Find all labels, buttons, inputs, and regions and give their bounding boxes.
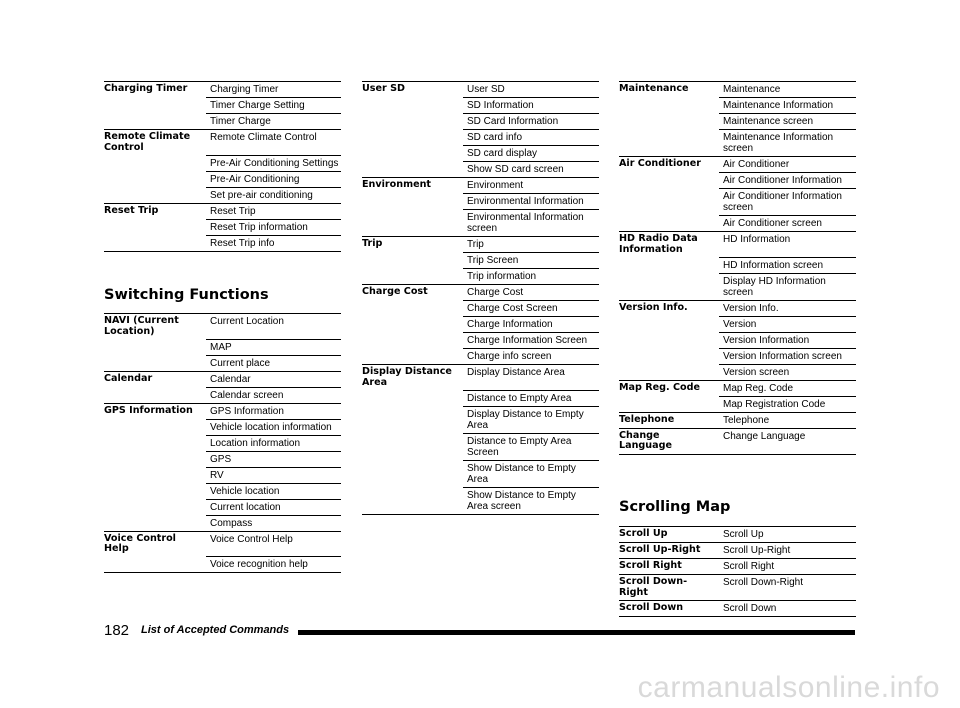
command-label: MAP — [206, 339, 341, 355]
table-row — [619, 130, 856, 157]
category-cell-empty — [362, 210, 463, 237]
table-row — [104, 155, 341, 171]
category-cell-empty — [104, 499, 206, 515]
command-label: Pre-Air Conditioning — [206, 171, 341, 187]
command-label: Version Information — [719, 332, 856, 348]
table-row — [619, 543, 856, 559]
col1-table1 — [104, 81, 341, 252]
footer-rule — [298, 630, 855, 635]
command-label: Scroll Down — [719, 601, 856, 617]
table-row — [104, 98, 341, 114]
category-cell-empty — [362, 253, 463, 269]
category-cell-empty — [104, 557, 206, 573]
category-cell-empty — [104, 355, 206, 371]
table-row — [104, 187, 341, 203]
category-cell-empty — [104, 451, 206, 467]
table-row — [362, 285, 599, 301]
category-label: HD Radio Data Information — [619, 233, 698, 255]
category-cell-empty — [362, 130, 463, 146]
table-row — [619, 380, 856, 396]
col3-table1 — [619, 81, 856, 455]
category-cell-empty — [104, 171, 206, 187]
category-label: NAVI (Current Location) — [104, 314, 206, 340]
command-label: Calendar screen — [206, 387, 341, 403]
category-cell-empty — [362, 390, 463, 406]
category-cell-empty — [104, 515, 206, 531]
table-row — [362, 82, 599, 98]
page-number: 182 — [104, 622, 130, 639]
table-row — [619, 300, 856, 316]
table-row — [619, 396, 856, 412]
table-row — [104, 114, 341, 130]
table-row — [104, 355, 341, 371]
table-row — [362, 406, 599, 433]
command-label: Telephone — [719, 412, 856, 428]
table-row — [104, 515, 341, 531]
category-cell-empty — [362, 98, 463, 114]
command-label: Scroll Right — [719, 559, 856, 575]
command-label: Version Info. — [719, 300, 856, 316]
category-label: Remote Climate Control — [104, 131, 191, 153]
command-label: Trip Screen — [463, 253, 599, 269]
category-cell-empty — [104, 114, 206, 130]
command-label: Map Registration Code — [719, 396, 856, 412]
command-label: Show SD card screen — [463, 162, 599, 178]
table-row — [619, 575, 856, 601]
command-label: Charge info screen — [463, 349, 599, 365]
category-label: Version Info. — [619, 301, 688, 313]
command-label: Calendar — [206, 371, 341, 387]
table-row — [362, 333, 599, 349]
category-cell-empty — [104, 219, 206, 235]
command-label: Air Conditioner — [719, 157, 856, 173]
command-label: RV — [206, 467, 341, 483]
category-cell-empty — [619, 216, 719, 232]
command-label: Timer Charge Setting — [206, 98, 341, 114]
category-cell-empty — [619, 130, 719, 157]
table-row — [362, 487, 599, 514]
table-row — [104, 451, 341, 467]
table-row — [619, 316, 856, 332]
command-label: Version screen — [719, 364, 856, 380]
command-label: GPS — [206, 451, 341, 467]
command-label: Scroll Down-Right — [719, 575, 856, 601]
command-label: Charge Information — [463, 317, 599, 333]
table-row — [619, 527, 856, 543]
table-row — [362, 194, 599, 210]
col1-table2 — [104, 313, 341, 573]
table-row — [362, 98, 599, 114]
command-table — [619, 81, 856, 455]
command-label: Display Distance to Empty Area — [463, 406, 599, 433]
table-row — [104, 435, 341, 451]
category-cell-empty — [362, 406, 463, 433]
table-row — [619, 98, 856, 114]
category-cell-empty — [362, 317, 463, 333]
table-row — [104, 403, 341, 419]
category-cell-empty — [619, 396, 719, 412]
command-label: Reset Trip — [206, 203, 341, 219]
command-label: Vehicle location — [206, 483, 341, 499]
table-row — [362, 460, 599, 487]
scrolling-map-title: Scrolling Map — [619, 499, 731, 515]
command-label: Voice recognition help — [206, 557, 341, 573]
category-label: Trip — [362, 238, 383, 249]
category-cell-empty — [104, 98, 206, 114]
command-label: Version — [719, 316, 856, 332]
command-label: Maintenance screen — [719, 114, 856, 130]
command-label: SD card info — [463, 130, 599, 146]
category-label: Environment — [362, 179, 431, 190]
command-label: HD Information screen — [719, 257, 856, 273]
category-cell-empty — [362, 301, 463, 317]
command-label: Change Language — [719, 428, 856, 454]
table-row — [362, 146, 599, 162]
table-row — [619, 601, 856, 617]
table-row — [362, 269, 599, 285]
command-label: Version Information screen — [719, 348, 856, 364]
command-label: Voice Control Help — [206, 531, 341, 557]
command-label: Air Conditioner Information screen — [719, 189, 856, 216]
command-label: Map Reg. Code — [719, 380, 856, 396]
table-row — [104, 219, 341, 235]
table-row — [619, 428, 856, 454]
command-label: Air Conditioner screen — [719, 216, 856, 232]
category-cell-empty — [362, 146, 463, 162]
category-cell-empty — [619, 348, 719, 364]
command-label: Distance to Empty Area Screen — [463, 433, 599, 460]
category-label: Scroll Down — [619, 601, 719, 617]
command-label: Charging Timer — [206, 82, 341, 98]
command-label: Reset Trip information — [206, 219, 341, 235]
command-label: Scroll Up-Right — [719, 543, 856, 559]
category-cell-empty — [104, 235, 206, 251]
table-row — [104, 171, 341, 187]
category-label: Display Distance Area — [362, 366, 452, 388]
table-row — [619, 157, 856, 173]
category-cell-empty — [104, 483, 206, 499]
category-label: Charging Timer — [104, 82, 206, 98]
switching-functions-title: Switching Functions — [104, 287, 269, 303]
category-cell-empty — [619, 257, 719, 273]
command-label: Environmental Information — [463, 194, 599, 210]
command-label: Trip information — [463, 269, 599, 285]
table-row — [362, 130, 599, 146]
category-label: Maintenance — [619, 82, 719, 98]
command-label: Set pre-air conditioning — [206, 187, 341, 203]
table-row — [619, 189, 856, 216]
category-cell-empty — [104, 387, 206, 403]
table-row — [104, 557, 341, 573]
table-row — [104, 235, 341, 251]
category-label: GPS Information — [104, 404, 193, 416]
category-cell-empty — [104, 187, 206, 203]
table-row — [619, 412, 856, 428]
command-label: Current place — [206, 355, 341, 371]
category-cell-empty — [619, 332, 719, 348]
category-label: User SD — [362, 82, 463, 98]
command-label: Maintenance Information — [719, 98, 856, 114]
table-row — [104, 499, 341, 515]
table-row — [104, 82, 341, 98]
command-label: Location information — [206, 435, 341, 451]
table-row — [362, 390, 599, 406]
category-cell-empty — [362, 349, 463, 365]
command-label: Trip — [463, 237, 599, 253]
table-row — [104, 339, 341, 355]
table-row — [619, 257, 856, 273]
command-table — [104, 81, 341, 252]
command-label: Show Distance to Empty Area — [463, 460, 599, 487]
command-label: SD Card Information — [463, 114, 599, 130]
category-cell-empty — [619, 114, 719, 130]
category-cell-empty — [104, 435, 206, 451]
category-label: Calendar — [104, 372, 153, 384]
category-label: Voice Control Help — [104, 532, 176, 554]
table-row — [362, 210, 599, 237]
command-label: Distance to Empty Area — [463, 390, 599, 406]
category-label: Charge Cost — [362, 286, 428, 297]
table-row — [362, 349, 599, 365]
category-cell-empty — [362, 162, 463, 178]
table-row — [619, 173, 856, 189]
table-row — [619, 273, 856, 300]
table-row — [619, 332, 856, 348]
category-cell-empty — [619, 364, 719, 380]
table-row — [104, 203, 341, 219]
category-label: Air Conditioner — [619, 158, 701, 169]
category-label: Scroll Down-Right — [619, 575, 719, 601]
category-label: Scroll Up-Right — [619, 543, 719, 559]
table-row — [362, 178, 599, 194]
table-row — [619, 559, 856, 575]
table-row — [362, 237, 599, 253]
command-label: Display HD Information screen — [719, 273, 856, 300]
command-label: SD card display — [463, 146, 599, 162]
table-row — [362, 365, 599, 391]
command-label: Environmental Information screen — [463, 210, 599, 237]
watermark: carmanualsonline.info — [637, 671, 940, 704]
command-table — [362, 81, 599, 515]
table-row — [619, 82, 856, 98]
command-label: Maintenance — [719, 82, 856, 98]
category-label: Telephone — [619, 412, 719, 428]
command-label: Display Distance Area — [463, 365, 599, 391]
category-cell-empty — [362, 194, 463, 210]
command-label: Pre-Air Conditioning Settings — [206, 155, 341, 171]
command-label: Current Location — [206, 314, 341, 340]
category-cell-empty — [362, 114, 463, 130]
category-cell-empty — [362, 460, 463, 487]
category-cell-empty — [619, 316, 719, 332]
category-cell-empty — [619, 189, 719, 216]
table-row — [619, 364, 856, 380]
category-cell-empty — [104, 155, 206, 171]
category-label: Change Language — [619, 428, 719, 454]
table-row — [362, 253, 599, 269]
category-cell-empty — [362, 487, 463, 514]
category-label: Map Reg. Code — [619, 381, 700, 393]
footer-title: List of Accepted Commands — [141, 624, 290, 636]
category-label: Scroll Right — [619, 559, 719, 575]
category-cell-empty — [619, 173, 719, 189]
col3-table2 — [619, 526, 856, 617]
command-label: Remote Climate Control — [206, 130, 341, 156]
category-cell-empty — [619, 98, 719, 114]
command-label: GPS Information — [206, 403, 341, 419]
command-label: Timer Charge — [206, 114, 341, 130]
table-row — [362, 162, 599, 178]
table-row — [362, 114, 599, 130]
table-row — [619, 114, 856, 130]
command-label: Maintenance Information screen — [719, 130, 856, 157]
table-row — [104, 314, 341, 340]
command-table — [619, 526, 856, 617]
command-label: Vehicle location information — [206, 419, 341, 435]
command-label: User SD — [463, 82, 599, 98]
table-row — [362, 317, 599, 333]
category-cell-empty — [362, 333, 463, 349]
command-label: Charge Cost — [463, 285, 599, 301]
category-cell-empty — [362, 433, 463, 460]
command-label: Air Conditioner Information — [719, 173, 856, 189]
category-label: Scroll Up — [619, 527, 719, 543]
category-cell-empty — [104, 467, 206, 483]
table-row — [104, 467, 341, 483]
table-row — [104, 371, 341, 387]
table-row — [104, 387, 341, 403]
category-cell-empty — [104, 419, 206, 435]
command-label: Charge Cost Screen — [463, 301, 599, 317]
table-row — [362, 433, 599, 460]
category-cell-empty — [619, 273, 719, 300]
category-label: Reset Trip — [104, 204, 159, 216]
command-label: Environment — [463, 178, 599, 194]
table-row — [104, 531, 341, 557]
category-cell-empty — [104, 339, 206, 355]
command-label: HD Information — [719, 232, 856, 258]
command-label: Current location — [206, 499, 341, 515]
command-label: Compass — [206, 515, 341, 531]
table-row — [619, 216, 856, 232]
table-row — [619, 232, 856, 258]
command-label: Show Distance to Empty Area screen — [463, 487, 599, 514]
table-row — [362, 301, 599, 317]
table-row — [104, 483, 341, 499]
category-cell-empty — [362, 269, 463, 285]
table-row — [104, 130, 341, 156]
command-label: Scroll Up — [719, 527, 856, 543]
command-table — [104, 313, 341, 573]
command-label: Reset Trip info — [206, 235, 341, 251]
command-label: SD Information — [463, 98, 599, 114]
table-row — [104, 419, 341, 435]
table-row — [619, 348, 856, 364]
command-label: Charge Information Screen — [463, 333, 599, 349]
col2-table — [362, 81, 599, 515]
